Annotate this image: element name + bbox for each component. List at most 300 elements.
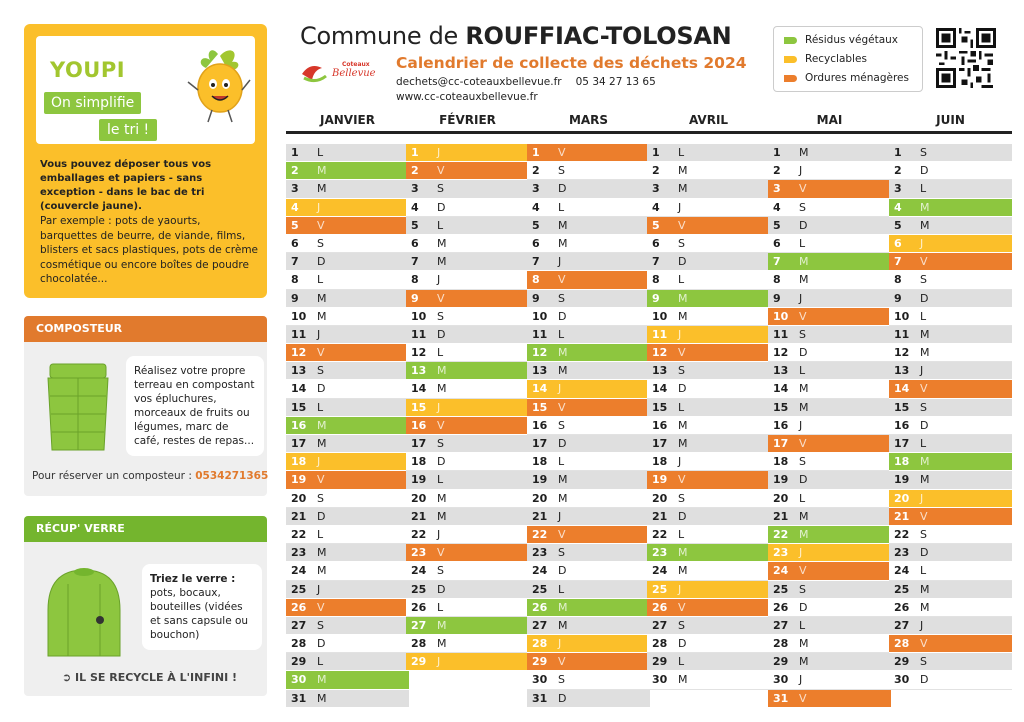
day-row — [768, 162, 891, 180]
day-row — [768, 217, 891, 235]
day-row — [286, 180, 409, 198]
day-letter: J — [558, 255, 562, 269]
day-letter: L — [920, 309, 927, 323]
day-number: 28 — [773, 637, 789, 651]
day-row — [889, 617, 1012, 635]
day-row — [768, 490, 891, 508]
day-number: 27 — [894, 618, 910, 632]
day-number: 23 — [773, 546, 789, 560]
day-row — [527, 490, 650, 508]
day-letter: D — [437, 582, 446, 596]
day-letter: M — [437, 382, 447, 396]
day-letter: L — [920, 437, 927, 450]
day-letter: L — [678, 273, 685, 287]
day-letter: S — [437, 437, 444, 450]
day-number: 22 — [411, 527, 427, 541]
day-number: 24 — [652, 564, 668, 578]
day-letter: L — [799, 491, 806, 505]
day-letter: D — [317, 509, 326, 523]
composteur-reserve-phone[interactable]: 0534271365 — [195, 470, 269, 482]
day-row — [889, 180, 1012, 198]
day-row — [406, 362, 529, 380]
day-row — [286, 308, 409, 326]
day-number: 20 — [773, 491, 789, 505]
day-row — [889, 653, 1012, 671]
day-letter: L — [558, 582, 565, 596]
day-row — [406, 144, 529, 162]
day-number: 14 — [411, 382, 427, 396]
day-letter: S — [678, 364, 685, 378]
day-number: 19 — [652, 473, 668, 487]
month-column — [527, 111, 650, 708]
day-row — [286, 562, 409, 580]
month-column — [406, 111, 529, 671]
day-number: 9 — [652, 291, 660, 305]
day-row — [647, 471, 770, 489]
day-row — [406, 217, 529, 235]
day-number: 8 — [894, 273, 902, 287]
day-row — [647, 144, 770, 162]
day-row — [406, 526, 529, 544]
day-row — [406, 253, 529, 271]
day-letter: M — [799, 146, 809, 159]
day-letter: J — [437, 655, 441, 669]
day-letter: D — [920, 164, 929, 178]
day-row — [406, 290, 529, 308]
day-row — [647, 399, 770, 417]
day-letter: S — [799, 455, 806, 469]
day-letter: V — [558, 527, 566, 541]
day-letter: M — [558, 618, 568, 632]
day-letter: J — [437, 273, 441, 287]
day-letter: V — [920, 637, 928, 651]
day-number: 4 — [652, 200, 660, 214]
day-letter: L — [920, 564, 927, 578]
day-number: 26 — [291, 600, 307, 614]
day-number: 27 — [411, 618, 427, 632]
day-letter: V — [799, 564, 807, 578]
day-row — [889, 271, 1012, 289]
day-number: 26 — [532, 600, 548, 614]
day-row — [527, 399, 650, 417]
day-letter: M — [317, 164, 327, 178]
day-number: 7 — [652, 255, 660, 269]
day-number: 20 — [411, 491, 427, 505]
day-number: 1 — [532, 146, 540, 159]
day-letter: J — [558, 382, 562, 396]
day-number: 25 — [532, 582, 548, 596]
mascot-icon — [184, 44, 254, 126]
day-number: 6 — [773, 236, 781, 250]
month-column — [768, 111, 891, 708]
day-number: 14 — [652, 382, 668, 396]
day-number: 8 — [652, 273, 660, 287]
day-number: 3 — [652, 182, 660, 196]
day-number: 20 — [291, 491, 307, 505]
day-letter: M — [437, 236, 447, 250]
day-letter: V — [799, 437, 807, 450]
day-letter: S — [437, 182, 444, 196]
day-letter: V — [678, 473, 686, 487]
day-number: 10 — [652, 309, 668, 323]
day-letter: J — [437, 146, 441, 159]
day-number: 2 — [652, 164, 660, 178]
day-letter: L — [317, 655, 324, 669]
day-row — [647, 253, 770, 271]
day-letter: D — [799, 473, 808, 487]
day-number: 12 — [291, 346, 307, 360]
day-row — [406, 581, 529, 599]
day-number: 12 — [411, 346, 427, 360]
day-row — [768, 562, 891, 580]
day-number: 20 — [652, 491, 668, 505]
day-number: 15 — [773, 400, 789, 414]
day-row — [286, 653, 409, 671]
day-number: 25 — [652, 582, 668, 596]
day-number: 30 — [291, 673, 307, 687]
day-letter: D — [799, 218, 808, 232]
day-row — [889, 581, 1012, 599]
day-row — [889, 508, 1012, 526]
day-number: 16 — [652, 418, 668, 432]
day-letter: M — [317, 291, 327, 305]
day-number: 10 — [894, 309, 910, 323]
day-letter: L — [678, 146, 685, 159]
day-row — [286, 253, 409, 271]
day-row — [527, 162, 650, 180]
day-number: 18 — [652, 455, 668, 469]
day-row — [768, 526, 891, 544]
logo-line1: Coteaux — [342, 61, 370, 68]
day-letter: J — [437, 527, 441, 541]
day-letter: L — [799, 236, 806, 250]
day-number: 13 — [894, 364, 910, 378]
day-number: 12 — [773, 346, 789, 360]
day-letter: M — [437, 618, 447, 632]
day-row — [768, 290, 891, 308]
day-row — [768, 544, 891, 562]
day-letter: L — [678, 400, 685, 414]
day-letter: L — [799, 618, 806, 632]
day-letter: M — [799, 637, 809, 651]
day-number: 24 — [773, 564, 789, 578]
day-number: 15 — [894, 400, 910, 414]
day-letter: L — [558, 455, 565, 469]
day-number: 9 — [773, 291, 781, 305]
day-number: 7 — [291, 255, 299, 269]
day-letter: M — [678, 182, 688, 196]
day-row — [647, 271, 770, 289]
day-number: 22 — [894, 527, 910, 541]
day-letter: D — [317, 382, 326, 396]
day-row — [768, 435, 891, 453]
day-letter: D — [317, 255, 326, 269]
day-number: 14 — [773, 382, 789, 396]
day-row — [406, 162, 529, 180]
day-number: 9 — [411, 291, 419, 305]
composteur-reserve-label: Pour réserver un composteur : — [32, 470, 196, 482]
day-row — [768, 508, 891, 526]
legend-swatch-ordures — [784, 75, 797, 82]
legend-item-ordures — [784, 69, 909, 87]
day-letter: M — [558, 218, 568, 232]
day-letter: D — [799, 600, 808, 614]
day-row — [647, 326, 770, 344]
day-row — [406, 326, 529, 344]
day-number: 6 — [532, 236, 540, 250]
day-row — [286, 235, 409, 253]
day-letter: M — [799, 273, 809, 287]
day-row — [286, 690, 409, 708]
verre-bubble — [142, 564, 262, 650]
day-letter: D — [678, 637, 687, 651]
verre-bubble-title: Triez le verre : — [150, 573, 236, 585]
day-number: 30 — [773, 673, 789, 687]
legend-label-recyclables: Recyclables — [805, 53, 867, 65]
day-row — [768, 344, 891, 362]
day-row — [889, 308, 1012, 326]
day-row — [889, 235, 1012, 253]
day-row — [527, 380, 650, 398]
day-row — [647, 344, 770, 362]
day-row — [889, 471, 1012, 489]
coteaux-bellevue-logo — [300, 56, 380, 86]
month-name: JANVIER — [286, 111, 409, 134]
day-row — [286, 326, 409, 344]
day-letter: J — [678, 327, 682, 341]
contact-phone[interactable]: 05 34 27 13 65 — [575, 76, 656, 88]
day-row — [286, 290, 409, 308]
day-letter: M — [317, 673, 327, 687]
day-number: 18 — [894, 455, 910, 469]
day-letter: M — [799, 509, 809, 523]
composteur-bin-icon — [42, 360, 114, 456]
day-row — [406, 308, 529, 326]
day-row — [647, 671, 770, 689]
day-letter: J — [920, 364, 924, 378]
day-number: 23 — [894, 546, 910, 560]
day-number: 11 — [894, 327, 910, 341]
day-number: 11 — [773, 327, 789, 341]
day-row — [527, 199, 650, 217]
day-letter: L — [437, 218, 444, 232]
day-row — [647, 362, 770, 380]
day-number: 2 — [773, 164, 781, 178]
contact-email[interactable]: dechets@cc-coteauxbellevue.fr — [396, 76, 562, 88]
day-number: 9 — [894, 291, 902, 305]
day-number: 27 — [291, 618, 307, 632]
day-letter: L — [799, 364, 806, 378]
month-name: MAI — [768, 111, 891, 134]
day-row — [768, 362, 891, 380]
day-row — [768, 599, 891, 617]
day-row — [527, 435, 650, 453]
day-letter: S — [799, 582, 806, 596]
day-letter: D — [678, 382, 687, 396]
day-letter: V — [678, 600, 686, 614]
day-row — [527, 180, 650, 198]
legend-swatch-recyclables — [784, 56, 797, 63]
day-number: 3 — [773, 182, 781, 196]
day-letter: M — [920, 455, 930, 469]
day-row — [768, 399, 891, 417]
day-letter: S — [437, 564, 444, 578]
day-letter: J — [799, 291, 803, 305]
day-number: 1 — [652, 146, 660, 159]
day-number: 26 — [411, 600, 427, 614]
day-letter: S — [799, 327, 806, 341]
day-letter: D — [437, 455, 446, 469]
day-letter: M — [920, 473, 930, 487]
day-letter: J — [317, 582, 321, 596]
day-letter: M — [437, 637, 447, 651]
day-row — [406, 617, 529, 635]
day-row — [286, 362, 409, 380]
glass-bin-icon — [38, 560, 130, 660]
day-row — [527, 453, 650, 471]
day-row — [527, 144, 650, 162]
day-row — [406, 562, 529, 580]
day-number: 19 — [773, 473, 789, 487]
day-number: 16 — [291, 418, 307, 432]
day-number: 28 — [652, 637, 668, 651]
day-number: 18 — [291, 455, 307, 469]
day-row — [527, 271, 650, 289]
day-row — [768, 199, 891, 217]
day-letter: J — [799, 546, 803, 560]
day-row — [527, 562, 650, 580]
legend-label-vegetaux: Résidus végétaux — [805, 34, 899, 46]
day-number: 28 — [291, 637, 307, 651]
day-number: 23 — [532, 546, 548, 560]
day-letter: D — [920, 291, 929, 305]
day-letter: D — [437, 327, 446, 341]
day-letter: V — [920, 509, 928, 523]
day-row — [286, 271, 409, 289]
day-number: 24 — [532, 564, 548, 578]
day-letter: J — [920, 618, 924, 632]
legend-item-recyclables — [784, 50, 867, 68]
day-letter: S — [920, 655, 927, 669]
day-number: 5 — [411, 218, 419, 232]
day-letter: M — [558, 473, 568, 487]
day-row — [768, 690, 891, 708]
day-letter: S — [317, 236, 324, 250]
day-letter: L — [317, 273, 324, 287]
day-number: 7 — [894, 255, 902, 269]
day-letter: V — [437, 546, 445, 560]
day-number: 17 — [291, 437, 307, 450]
composteur-panel — [24, 316, 267, 496]
day-number: 27 — [773, 618, 789, 632]
day-number: 17 — [894, 437, 910, 450]
day-number: 7 — [532, 255, 540, 269]
day-row — [406, 235, 529, 253]
day-number: 23 — [291, 546, 307, 560]
day-letter: L — [317, 527, 324, 541]
month-name: AVRIL — [647, 111, 770, 134]
day-number: 29 — [894, 655, 910, 669]
day-number: 19 — [411, 473, 427, 487]
day-number: 31 — [291, 691, 307, 705]
day-number: 19 — [894, 473, 910, 487]
contact-website[interactable]: www.cc-coteauxbellevue.fr — [396, 91, 538, 103]
day-row — [527, 417, 650, 435]
page-title — [300, 22, 731, 50]
composteur-heading: COMPOSTEUR — [24, 316, 267, 342]
day-number: 31 — [773, 691, 789, 705]
day-row — [286, 635, 409, 653]
day-row — [768, 326, 891, 344]
day-letter: M — [678, 546, 688, 560]
day-row — [406, 453, 529, 471]
day-letter: S — [317, 364, 324, 378]
day-row — [647, 635, 770, 653]
day-letter: S — [799, 200, 806, 214]
day-row — [406, 271, 529, 289]
day-letter: D — [678, 255, 687, 269]
recycle-arrow-icon: ➲ — [62, 671, 76, 684]
day-row — [889, 162, 1012, 180]
day-row — [647, 617, 770, 635]
day-number: 5 — [773, 218, 781, 232]
day-row — [647, 453, 770, 471]
youpi-pill-tri: le tri ! — [99, 119, 157, 141]
day-letter: M — [920, 327, 930, 341]
day-letter: D — [920, 418, 929, 432]
day-row — [406, 653, 529, 671]
day-row — [647, 508, 770, 526]
day-number: 10 — [411, 309, 427, 323]
day-number: 29 — [411, 655, 427, 669]
day-row — [406, 471, 529, 489]
day-row — [889, 562, 1012, 580]
day-letter: M — [920, 346, 930, 360]
day-number: 17 — [411, 437, 427, 450]
day-row — [768, 271, 891, 289]
day-letter: J — [678, 455, 682, 469]
day-row — [406, 490, 529, 508]
day-row — [527, 653, 650, 671]
day-letter: V — [317, 218, 325, 232]
day-number: 22 — [532, 527, 548, 541]
day-number: 14 — [532, 382, 548, 396]
qr-code-icon[interactable] — [936, 28, 996, 88]
day-number: 4 — [773, 200, 781, 214]
day-letter: L — [437, 473, 444, 487]
day-letter: M — [437, 509, 447, 523]
day-number: 20 — [894, 491, 910, 505]
legend-swatch-vegetaux — [784, 37, 797, 44]
day-row — [889, 435, 1012, 453]
day-letter: D — [920, 546, 929, 560]
month-name: FÉVRIER — [406, 111, 529, 134]
day-row — [647, 417, 770, 435]
day-row — [286, 544, 409, 562]
day-letter: V — [920, 382, 928, 396]
day-number: 28 — [894, 637, 910, 651]
day-letter: D — [678, 509, 687, 523]
day-letter: S — [920, 527, 927, 541]
day-letter: S — [920, 273, 927, 287]
day-number: 27 — [532, 618, 548, 632]
youpi-examples: Par exemple : pots de yaourts, barquettes de beurre, de viande, films, blisters et sacs plastiques, pots de crème cosmétique ou encore boîtes de poudre chocolatée... — [40, 215, 259, 285]
day-letter: J — [317, 327, 321, 341]
day-letter: V — [799, 691, 807, 705]
day-number: 4 — [894, 200, 902, 214]
day-row — [286, 162, 409, 180]
day-row — [286, 617, 409, 635]
